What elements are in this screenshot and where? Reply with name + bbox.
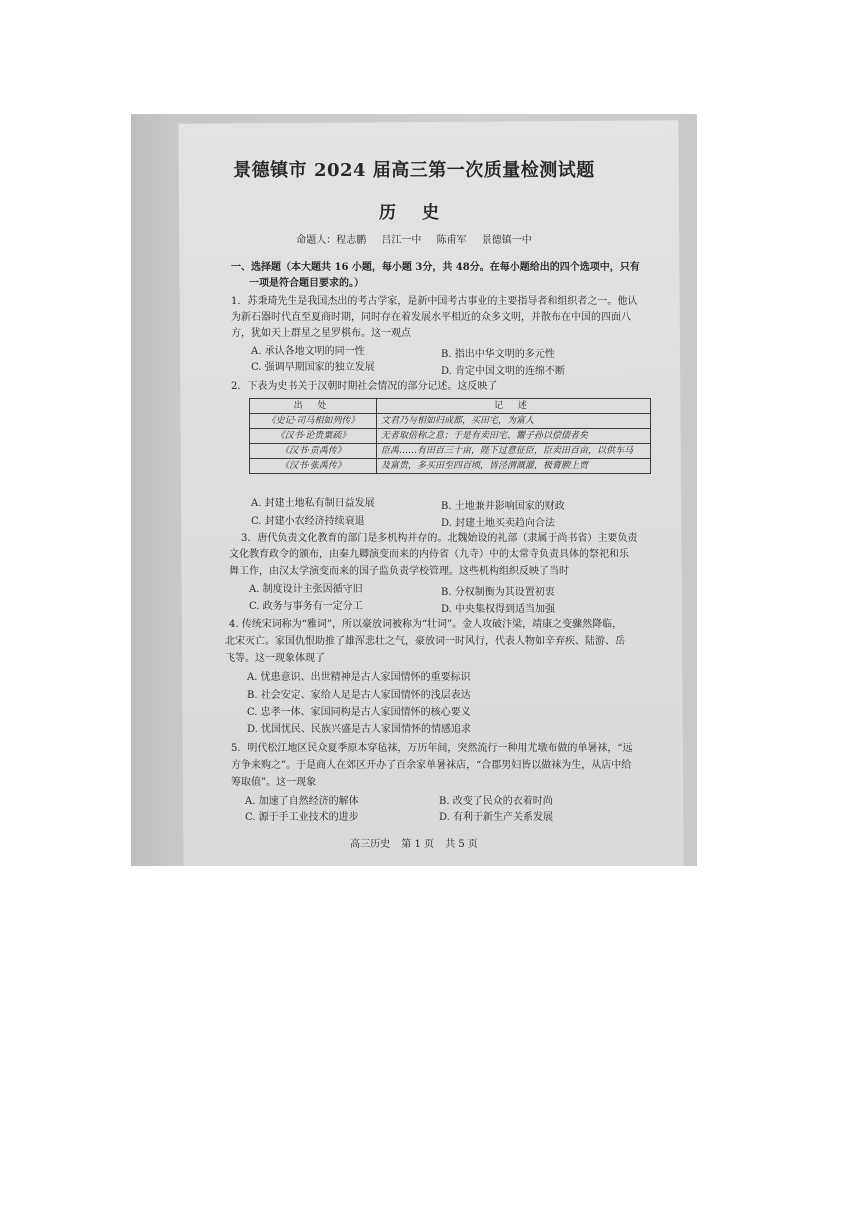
question-5-line: 筹取值”。这一现象 bbox=[231, 777, 317, 788]
author-school: 景德镇一中 bbox=[481, 235, 532, 246]
table-row bbox=[250, 429, 651, 444]
q5-option-d: D. 有利于新生产关系发展 bbox=[439, 812, 554, 823]
q5-option-a: A. 加速了自然经济的解体 bbox=[245, 796, 359, 807]
q2-option-b: B. 土地兼并影响国家的财政 bbox=[441, 501, 565, 512]
q5-option-b: B. 改变了民众的衣着时尚 bbox=[439, 796, 553, 807]
question-2-stem: 2．下表为史书关于汉朝时期社会情况的部分记述。这反映了 bbox=[231, 381, 498, 392]
q3-option-a: A. 制度设计主张因循守旧 bbox=[249, 584, 363, 595]
question-4-line: 飞等。这一现象体现了 bbox=[225, 653, 325, 664]
table-cell-source: 《汉书·论贵粟疏》 bbox=[250, 429, 377, 444]
authors-line bbox=[131, 233, 697, 249]
table-cell-record: 臣禹……有田百三十亩，陛下过意征臣，臣卖田百亩，以供车马 bbox=[377, 444, 651, 459]
author-name: 程志鹏 bbox=[336, 235, 367, 246]
q4-option-a: A. 忧患意识、出世精神是古人家国情怀的重要标识 bbox=[247, 672, 471, 683]
q1-option-c: C. 强调早期国家的独立发展 bbox=[251, 362, 375, 373]
footer-page-number: 第 1 页 bbox=[401, 839, 434, 850]
footer-course: 高三历史 bbox=[350, 839, 391, 850]
author-name: 陈甫军 bbox=[436, 235, 467, 246]
table-header-row bbox=[250, 399, 651, 414]
question-1-line: 为新石器时代直至夏商时期，同时存在着发展水平相近的众多文明，并散布在中国的四面八 bbox=[231, 312, 631, 323]
q1-option-b: B. 指出中华文明的多元性 bbox=[441, 349, 555, 360]
question-3-line: 文化教育政令的颁布，由秦九卿演变而来的内侍省（九寺）中的太常寺负责具体的祭祀和乐 bbox=[229, 549, 629, 560]
question-3-line: 舞工作，由汉太学演变而来的国子监负责学校管理。这些机构组织反映了当时 bbox=[229, 566, 569, 577]
section-heading-cont: 一项是符合题目要求的。） bbox=[249, 278, 364, 289]
q3-option-b: B. 分权制衡为其设置初衷 bbox=[441, 587, 555, 598]
author-school: 吕江一中 bbox=[381, 235, 422, 246]
table-row bbox=[250, 459, 651, 474]
question-5-line: 5．明代松江地区民众夏季原本穿毡袜，万历年间，突然流行一种用尤墩布做的单暑袜，“远 bbox=[231, 743, 633, 754]
table-row bbox=[250, 414, 651, 429]
q3-option-d: D. 中央集权得到适当加强 bbox=[441, 604, 556, 615]
table-cell-record: 文君乃与相如归成都，买田宅，为富人 bbox=[377, 414, 651, 429]
footer-page-total: 共 5 页 bbox=[445, 839, 478, 850]
q2-option-d: D. 封建土地买卖趋向合法 bbox=[441, 518, 556, 529]
table-header-source: 出 处 bbox=[250, 399, 377, 414]
exam-subject: 历 史 bbox=[379, 203, 449, 223]
table-cell-source: 《史记·司马相如列传》 bbox=[250, 414, 377, 429]
exam-page bbox=[131, 114, 697, 866]
question-1-line: 方，犹如天上群星之星罗棋布。这一观点 bbox=[231, 328, 411, 339]
table-cell-record: 无者取倍称之息；于是有卖田宅、鬻子孙以偿债者矣 bbox=[377, 429, 651, 444]
q4-option-d: D. 忧国忧民、民族兴盛是古人家国情怀的情感追求 bbox=[247, 724, 472, 735]
table-cell-record: 及富贵，多买田至四百顷，皆泾渭溉灌，极膏腴上贾 bbox=[377, 459, 651, 474]
q2-option-a: A. 封建土地私有制日益发展 bbox=[251, 498, 375, 509]
question-4-line: 4. 传统宋词称为“雅词”，所以豪放词被称为“壮词”。金人攻破汴梁，靖康之变骤然降临， bbox=[229, 619, 623, 630]
question-4-line: 北宋灭亡。家国仇恨助推了雄浑悲壮之气，豪放词一时风行，代表人物如辛弃疾、陆游、岳 bbox=[225, 636, 625, 647]
history-sources-table bbox=[249, 398, 651, 474]
q1-option-a: A. 承认各地文明的同一性 bbox=[251, 346, 365, 357]
q5-option-c: C. 源于手工业技术的进步 bbox=[245, 812, 359, 823]
q3-option-c: C. 政务与事务有一定分工 bbox=[249, 601, 363, 612]
q1-option-d: D. 肯定中国文明的连绵不断 bbox=[441, 366, 566, 377]
question-3-line: 3．唐代负责文化教育的部门是多机构并存的。北魏始设的礼部（隶属于尚书省）主要负责 bbox=[241, 533, 638, 544]
question-5-line: 方争来购之”。于是商人在郊区开办了百余家单暑袜店，“合郡男妇皆以做袜为生，从店中给 bbox=[231, 760, 632, 771]
page-footer bbox=[131, 837, 697, 853]
q4-option-b: B. 社会安定、家给人足是古人家国情怀的浅层表达 bbox=[247, 690, 471, 701]
authors-label: 命题人： bbox=[296, 235, 337, 246]
q2-option-c: C. 封建小农经济持续衰退 bbox=[251, 516, 365, 527]
table-header-record: 记 述 bbox=[377, 399, 651, 414]
table-cell-source: 《汉书·贡禹传》 bbox=[250, 444, 377, 459]
exam-title: 景德镇市 2024 届高三第一次质量检测试题 bbox=[233, 160, 595, 181]
question-1-line: 1．苏秉琦先生是我国杰出的考古学家，是新中国考古事业的主要指导者和组织者之一。他认 bbox=[231, 296, 638, 307]
q4-option-c: C. 忠孝一体、家国同构是古人家国情怀的核心要义 bbox=[247, 707, 471, 718]
table-row bbox=[250, 444, 651, 459]
table-cell-source: 《汉书·张禹传》 bbox=[250, 459, 377, 474]
section-heading: 一、选择题（本大题共 16 小题，每小题 3分，共 48分。在每小题给出的四个选项中，只有 bbox=[231, 262, 640, 273]
